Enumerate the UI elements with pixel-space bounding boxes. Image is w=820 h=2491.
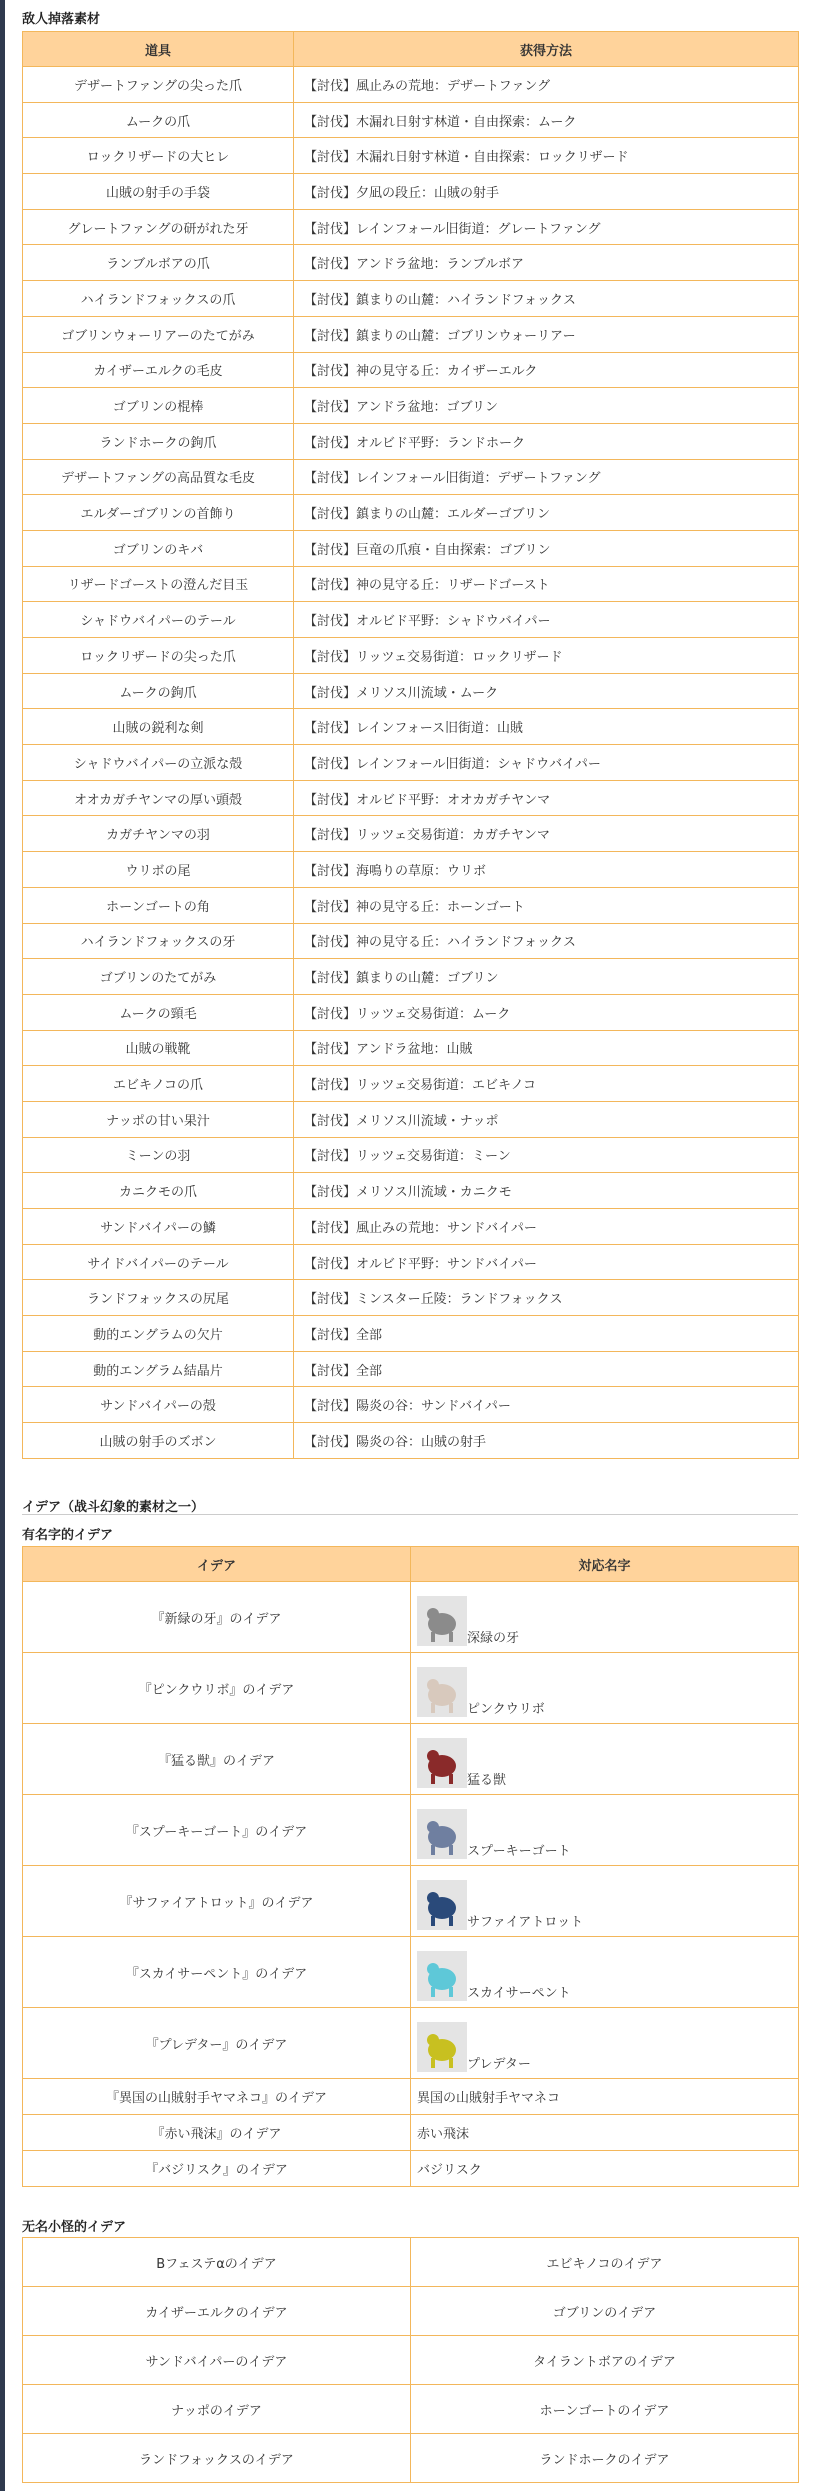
idea-name-cell: 『スカイサーペント』のイデア xyxy=(23,1937,411,2008)
section-title-enemy-drops: 敌人掉落素材 xyxy=(22,12,101,27)
table-row xyxy=(23,745,799,781)
method-cell: 【討伐】アンドラ盆地：山賊 xyxy=(294,1030,799,1066)
nameless-idea-cell: ナッポのイデア xyxy=(23,2385,411,2434)
monster-name-label: プレデター xyxy=(467,2057,531,2072)
item-name-cell: サイドバイパーのテール xyxy=(23,1244,294,1280)
item-name-cell: ハイランドフォックスの牙 xyxy=(23,923,294,959)
method-cell: 【討伐】リッツェ交易街道：カガチヤンマ xyxy=(294,816,799,852)
method-cell: 【討伐】リッツェ交易街道：ミーン xyxy=(294,1137,799,1173)
method-cell: 【討伐】オルビド平野：サンドバイパー xyxy=(294,1244,799,1280)
idea-name-cell: 『スプーキーゴート』のイデア xyxy=(23,1795,411,1866)
table-row xyxy=(23,245,799,281)
table-row xyxy=(23,2434,799,2483)
item-name-cell: シャドウバイパーの立派な殻 xyxy=(23,745,294,781)
table-row xyxy=(23,388,799,424)
method-cell: 【討伐】鎮まりの山麓：エルダーゴブリン xyxy=(294,495,799,531)
item-name-cell: カガチヤンマの羽 xyxy=(23,816,294,852)
column-header-item: 道具 xyxy=(23,32,294,67)
monster-name-cell xyxy=(411,1724,799,1795)
table-row xyxy=(23,1937,799,2008)
table-row xyxy=(23,67,799,103)
table-row xyxy=(23,2115,799,2151)
idea-name-cell: 『ピンクウリボ』のイデア xyxy=(23,1653,411,1724)
table-row xyxy=(23,1351,799,1387)
table-row xyxy=(23,459,799,495)
monster-name-cell: 異国の山賊射手ヤマネコ xyxy=(411,2079,799,2115)
item-name-cell: エルダーゴブリンの首飾り xyxy=(23,495,294,531)
method-cell: 【討伐】全部 xyxy=(294,1351,799,1387)
nameless-idea-cell: タイラントボアのイデア xyxy=(411,2336,799,2385)
table-row xyxy=(23,1795,799,1866)
monster-name-cell xyxy=(411,1582,799,1653)
table-row xyxy=(23,316,799,352)
nameless-idea-cell: ランドフォックスのイデア xyxy=(23,2434,411,2483)
table-row xyxy=(23,887,799,923)
table-row xyxy=(23,566,799,602)
monster-name-cell xyxy=(411,1866,799,1937)
section-title-idea: イデア（战斗幻象的素材之一） xyxy=(22,1500,205,1515)
method-cell: 【討伐】メリソス川流域・カニクモ xyxy=(294,1173,799,1209)
method-cell: 【討伐】神の見守る丘：ホーンゴート xyxy=(294,887,799,923)
table-row xyxy=(23,1724,799,1795)
method-cell: 【討伐】オルビド平野：オオカガチヤンマ xyxy=(294,780,799,816)
method-cell: 【討伐】全部 xyxy=(294,1316,799,1352)
item-name-cell: ミーンの羽 xyxy=(23,1137,294,1173)
spooky-goat-monster-icon xyxy=(417,1809,467,1859)
table-row xyxy=(23,1316,799,1352)
item-name-cell: ナッポの甘い果汁 xyxy=(23,1101,294,1137)
table-row xyxy=(23,423,799,459)
column-header-name: 対応名字 xyxy=(411,1547,799,1582)
method-cell: 【討伐】オルビド平野：シャドウバイパー xyxy=(294,602,799,638)
item-name-cell: シャドウバイパーのテール xyxy=(23,602,294,638)
sky-serpent-monster-icon xyxy=(417,1951,467,2001)
item-name-cell: ハイランドフォックスの爪 xyxy=(23,281,294,317)
item-name-cell: ムークの鉤爪 xyxy=(23,673,294,709)
item-name-cell: デザートファングの高品質な毛皮 xyxy=(23,459,294,495)
method-cell: 【討伐】ミンスター丘陵：ランドフォックス xyxy=(294,1280,799,1316)
table-row xyxy=(23,1209,799,1245)
nameless-idea-table xyxy=(22,2237,799,2483)
item-name-cell: 山賊の戦靴 xyxy=(23,1030,294,1066)
nameless-idea-cell: ゴブリンのイデア xyxy=(411,2287,799,2336)
table-row xyxy=(23,780,799,816)
method-cell: 【討伐】レインフォール旧街道：デザートファング xyxy=(294,459,799,495)
monster-name-cell: バジリスク xyxy=(411,2151,799,2187)
item-name-cell: グレートファングの研がれた牙 xyxy=(23,209,294,245)
table-row xyxy=(23,281,799,317)
monster-name-label: 猛る獣 xyxy=(467,1773,507,1788)
method-cell: 【討伐】レインフォース旧街道：山賊 xyxy=(294,709,799,745)
named-idea-table xyxy=(22,1546,799,2187)
method-cell: 【討伐】鎮まりの山麓：ゴブリンウォーリアー xyxy=(294,316,799,352)
table-row xyxy=(23,2151,799,2187)
table-row xyxy=(23,174,799,210)
nameless-idea-cell: Bフェステαのイデア xyxy=(23,2238,411,2287)
method-cell: 【討伐】アンドラ盆地：ランブルボア xyxy=(294,245,799,281)
method-cell: 【討伐】リッツェ交易街道：ムーク xyxy=(294,994,799,1030)
table-row xyxy=(23,1173,799,1209)
table-row xyxy=(23,1030,799,1066)
enemy-drops-table xyxy=(22,31,799,1459)
monster-name-cell xyxy=(411,1653,799,1724)
idea-name-cell: 『バジリスク』のイデア xyxy=(23,2151,411,2187)
item-name-cell: ランドフォックスの尻尾 xyxy=(23,1280,294,1316)
method-cell: 【討伐】レインフォール旧街道：シャドウバイパー xyxy=(294,745,799,781)
idea-name-cell: 『異国の山賊射手ヤマネコ』のイデア xyxy=(23,2079,411,2115)
table-row xyxy=(23,602,799,638)
item-name-cell: 山賊の射手の手袋 xyxy=(23,174,294,210)
table-row xyxy=(23,1582,799,1653)
nameless-idea-cell: ホーンゴートのイデア xyxy=(411,2385,799,2434)
method-cell: 【討伐】巨竜の爪痕・自由探索：ゴブリン xyxy=(294,530,799,566)
table-row xyxy=(23,102,799,138)
predator-monster-icon xyxy=(417,2022,467,2072)
table-row xyxy=(23,1137,799,1173)
item-name-cell: ランブルボアの爪 xyxy=(23,245,294,281)
item-name-cell: ゴブリンウォーリアーのたてがみ xyxy=(23,316,294,352)
table-row xyxy=(23,1244,799,1280)
column-header-idea: イデア xyxy=(23,1547,411,1582)
item-name-cell: ゴブリンのキバ xyxy=(23,530,294,566)
item-name-cell: カイザーエルクの毛皮 xyxy=(23,352,294,388)
raging-beast-monster-icon xyxy=(417,1738,467,1788)
method-cell: 【討伐】木漏れ日射す林道・自由探索：ロックリザード xyxy=(294,138,799,174)
table-row xyxy=(23,2238,799,2287)
method-cell: 【討伐】海鳴りの草原：ウリボ xyxy=(294,852,799,888)
item-name-cell: 動的エングラムの欠片 xyxy=(23,1316,294,1352)
item-name-cell: ムークの爪 xyxy=(23,102,294,138)
section-title-nameless-idea: 无名小怪的イデア xyxy=(22,2220,127,2235)
table-row xyxy=(23,923,799,959)
item-name-cell: デザートファングの尖った爪 xyxy=(23,67,294,103)
green-fang-monster-icon xyxy=(417,1596,467,1646)
method-cell: 【討伐】夕凪の段丘：山賊の射手 xyxy=(294,174,799,210)
table-header-row xyxy=(23,1547,799,1582)
sapphire-trot-monster-icon xyxy=(417,1880,467,1930)
table-row xyxy=(23,138,799,174)
table-row xyxy=(23,2385,799,2434)
item-name-cell: ムークの頸毛 xyxy=(23,994,294,1030)
idea-name-cell: 『新緑の牙』のイデア xyxy=(23,1582,411,1653)
table-row xyxy=(23,2079,799,2115)
monster-name-cell xyxy=(411,1937,799,2008)
nameless-idea-cell: エビキノコのイデア xyxy=(411,2238,799,2287)
table-row xyxy=(23,1653,799,1724)
table-row xyxy=(23,1101,799,1137)
idea-name-cell: 『猛る獣』のイデア xyxy=(23,1724,411,1795)
item-name-cell: ゴブリンの棍棒 xyxy=(23,388,294,424)
monster-name-cell: 赤い飛沫 xyxy=(411,2115,799,2151)
method-cell: 【討伐】鎮まりの山麓：ゴブリン xyxy=(294,959,799,995)
idea-name-cell: 『赤い飛沫』のイデア xyxy=(23,2115,411,2151)
monster-name-cell xyxy=(411,2008,799,2079)
monster-name-label: 深緑の牙 xyxy=(467,1631,520,1646)
item-name-cell: 山賊の射手のズボン xyxy=(23,1423,294,1459)
table-row xyxy=(23,709,799,745)
monster-name-label: ピンクウリボ xyxy=(467,1702,545,1717)
method-cell: 【討伐】鎮まりの山麓：ハイランドフォックス xyxy=(294,281,799,317)
method-cell: 【討伐】メリソス川流域・ナッポ xyxy=(294,1101,799,1137)
item-name-cell: ウリボの尾 xyxy=(23,852,294,888)
table-row xyxy=(23,852,799,888)
table-row xyxy=(23,994,799,1030)
item-name-cell: ゴブリンのたてがみ xyxy=(23,959,294,995)
item-name-cell: オオカガチヤンマの厚い頭殻 xyxy=(23,780,294,816)
nameless-idea-cell: カイザーエルクのイデア xyxy=(23,2287,411,2336)
table-row xyxy=(23,638,799,674)
table-row xyxy=(23,495,799,531)
item-name-cell: ランドホークの鉤爪 xyxy=(23,423,294,459)
pink-uribo-monster-icon xyxy=(417,1667,467,1717)
table-row xyxy=(23,2008,799,2079)
method-cell: 【討伐】メリソス川流域・ムーク xyxy=(294,673,799,709)
table-row xyxy=(23,816,799,852)
item-name-cell: ロックリザードの大ヒレ xyxy=(23,138,294,174)
table-row xyxy=(23,1066,799,1102)
table-row xyxy=(23,209,799,245)
item-name-cell: 山賊の鋭利な剣 xyxy=(23,709,294,745)
table-header-row xyxy=(23,32,799,67)
monster-name-label: スプーキーゴート xyxy=(467,1844,571,1859)
table-row xyxy=(23,2336,799,2385)
item-name-cell: カニクモの爪 xyxy=(23,1173,294,1209)
method-cell: 【討伐】リッツェ交易街道：エビキノコ xyxy=(294,1066,799,1102)
item-name-cell: ロックリザードの尖った爪 xyxy=(23,638,294,674)
item-name-cell: サンドバイパーの鱗 xyxy=(23,1209,294,1245)
item-name-cell: サンドバイパーの殻 xyxy=(23,1387,294,1423)
item-name-cell: エビキノコの爪 xyxy=(23,1066,294,1102)
nameless-idea-cell: ランドホークのイデア xyxy=(411,2434,799,2483)
method-cell: 【討伐】リッツェ交易街道：ロックリザード xyxy=(294,638,799,674)
table-row xyxy=(23,673,799,709)
method-cell: 【討伐】陽炎の谷：サンドバイパー xyxy=(294,1387,799,1423)
monster-name-cell xyxy=(411,1795,799,1866)
method-cell: 【討伐】風止みの荒地：デザートファング xyxy=(294,67,799,103)
table-row xyxy=(23,1280,799,1316)
method-cell: 【討伐】陽炎の谷：山賊の射手 xyxy=(294,1423,799,1459)
idea-name-cell: 『サファイアトロット』のイデア xyxy=(23,1866,411,1937)
section-divider xyxy=(22,1514,798,1515)
monster-name-label: スカイサーペント xyxy=(467,1986,571,2001)
table-row xyxy=(23,530,799,566)
method-cell: 【討伐】オルビド平野：ランドホーク xyxy=(294,423,799,459)
method-cell: 【討伐】木漏れ日射す林道・自由探索：ムーク xyxy=(294,102,799,138)
monster-name-label: サファイアトロット xyxy=(467,1915,584,1930)
table-row xyxy=(23,1866,799,1937)
table-row xyxy=(23,352,799,388)
table-row xyxy=(23,2287,799,2336)
table-row xyxy=(23,959,799,995)
left-sidebar-strip xyxy=(0,0,5,2491)
table-row xyxy=(23,1423,799,1459)
method-cell: 【討伐】神の見守る丘：カイザーエルク xyxy=(294,352,799,388)
method-cell: 【討伐】神の見守る丘：リザードゴースト xyxy=(294,566,799,602)
item-name-cell: ホーンゴートの角 xyxy=(23,887,294,923)
method-cell: 【討伐】神の見守る丘：ハイランドフォックス xyxy=(294,923,799,959)
idea-name-cell: 『プレデター』のイデア xyxy=(23,2008,411,2079)
table-row xyxy=(23,1387,799,1423)
item-name-cell: リザードゴーストの澄んだ目玉 xyxy=(23,566,294,602)
section-title-named-idea: 有名字的イデア xyxy=(22,1528,114,1543)
method-cell: 【討伐】レインフォール旧街道：グレートファング xyxy=(294,209,799,245)
item-name-cell: 動的エングラム結晶片 xyxy=(23,1351,294,1387)
method-cell: 【討伐】風止みの荒地：サンドバイパー xyxy=(294,1209,799,1245)
column-header-method: 获得方法 xyxy=(294,32,799,67)
nameless-idea-cell: サンドバイパーのイデア xyxy=(23,2336,411,2385)
method-cell: 【討伐】アンドラ盆地：ゴブリン xyxy=(294,388,799,424)
